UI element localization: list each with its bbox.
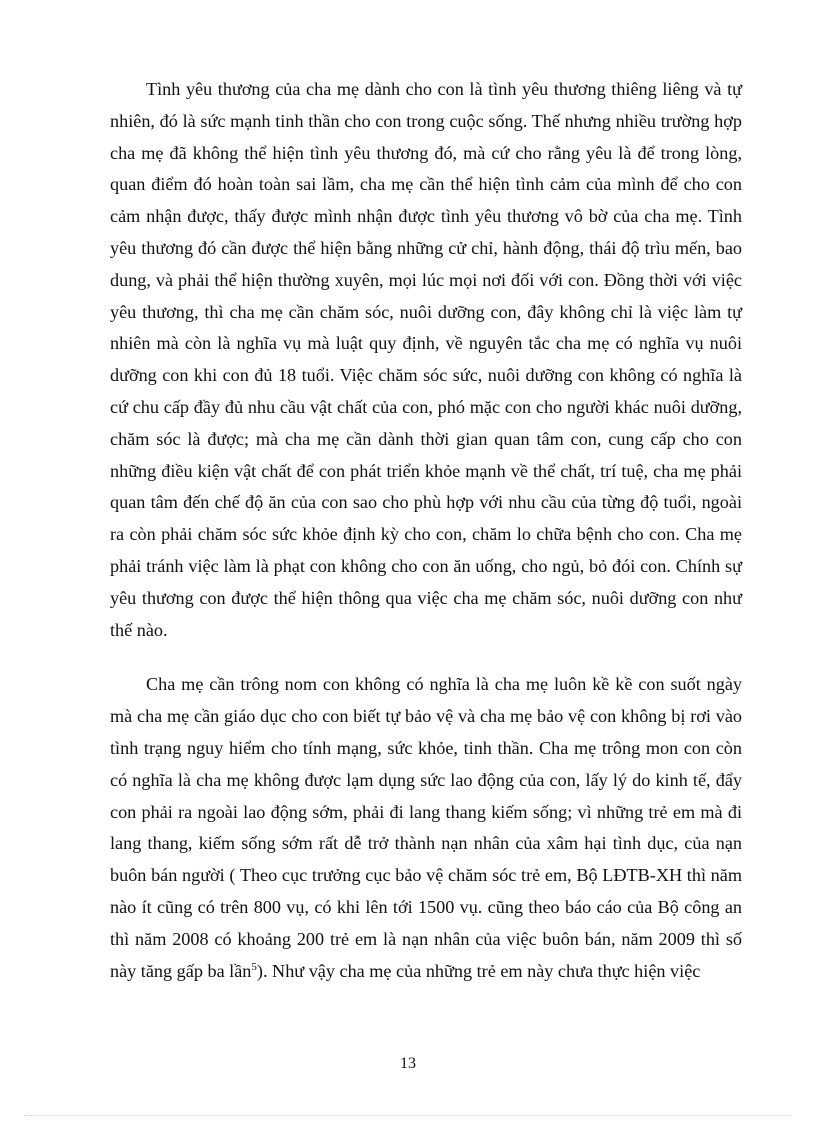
page-bottom-divider bbox=[24, 1115, 792, 1116]
paragraph-text: Cha mẹ cần trông nom con không có nghĩa là cha mẹ luôn kề kề con suốt ngày mà cha mẹ cần giáo dục cho con biết tự bảo vệ và cha mẹ bảo vệ con không bị rơi vào tình trạng nguy hiểm cho tính mạng, sức khỏe, tinh thần. Cha mẹ trông mon con còn có nghĩa là cha mẹ không được lạm dụng sức lao động của con, lấy lý do kinh tế, đẩy con phải ra ngoài lao động sớm, phải đi lang thang kiếm sống; vì những trẻ em mà đi lang thang, kiếm sống sớm rất dễ trở thành nạn nhân của xâm hại tình dục, của nạn buôn bán người ( Theo cục trưởng cục bảo vệ chăm sóc trẻ em, Bộ LĐTB-XH thì năm nào ít cũng có trên 800 vụ, có khi lên tới 1500 vụ. cũng theo báo cáo của Bộ công an thì năm 2008 có khoảng 200 trẻ em là nạn nhân của việc buôn bán, năm 2009 thì số này tăng gấp ba lần bbox=[110, 674, 742, 981]
document-body bbox=[110, 74, 742, 987]
paragraph-parental-supervision bbox=[110, 669, 742, 987]
footnote-reference[interactable]: 5 bbox=[251, 960, 257, 973]
paragraph-parental-love: Tình yêu thương của cha mẹ dành cho con là tình yêu thương thiêng liêng và tự nhiên, đó là sức mạnh tinh thần cho con trong cuộc sống. Thế nhưng nhiều trường hợp cha mẹ đã không thể hiện tình yêu thương đó, mà cứ cho rằng yêu là để trong lòng, quan điểm đó hoàn toàn sai lầm, cha mẹ cần thể hiện tình cảm của mình để cho con cảm nhận được, thấy được mình nhận được tình yêu thương vô bờ của cha mẹ. Tình yêu thương đó cần được thể hiện bằng những cử chỉ, hành động, thái độ trìu mến, bao dung, và phải thể hiện thường xuyên, mọi lúc mọi nơi đối với con. Đồng thời với việc yêu thương, thì cha mẹ cần chăm sóc, nuôi dưỡng con, đây không chỉ là việc làm tự nhiên mà còn là nghĩa vụ mà luật quy định, về nguyên tắc cha mẹ có nghĩa vụ nuôi dưỡng con khi con đủ 18 tuổi. Việc chăm sóc sức, nuôi dưỡng con không có nghĩa là cứ chu cấp đầy đủ nhu cầu vật chất của con, phó mặc con cho người khác nuôi dưỡng, chăm sóc là được; mà cha mẹ cần dành thời gian quan tâm con, cung cấp cho con những điều kiện vật chất để con phát triển khỏe mạnh về thể chất, trí tuệ, cha mẹ phải quan tâm đến chế độ ăn của con sao cho phù hợp với nhu cầu của từng độ tuổi, ngoài ra còn phải chăm sóc sức khỏe định kỳ cho con, chăm lo chữa bệnh cho con. Cha mẹ phải tránh việc làm là phạt con không cho con ăn uống, cho ngủ, bỏ đói con. Chính sự yêu thương con được thể hiện thông qua việc cha mẹ chăm sóc, nuôi dưỡng con như thế nào. bbox=[110, 79, 742, 640]
page-number: 13 bbox=[400, 1055, 416, 1072]
paragraph-text-tail: ). Như vậy cha mẹ của những trẻ em này chưa thực hiện việc bbox=[256, 960, 701, 981]
